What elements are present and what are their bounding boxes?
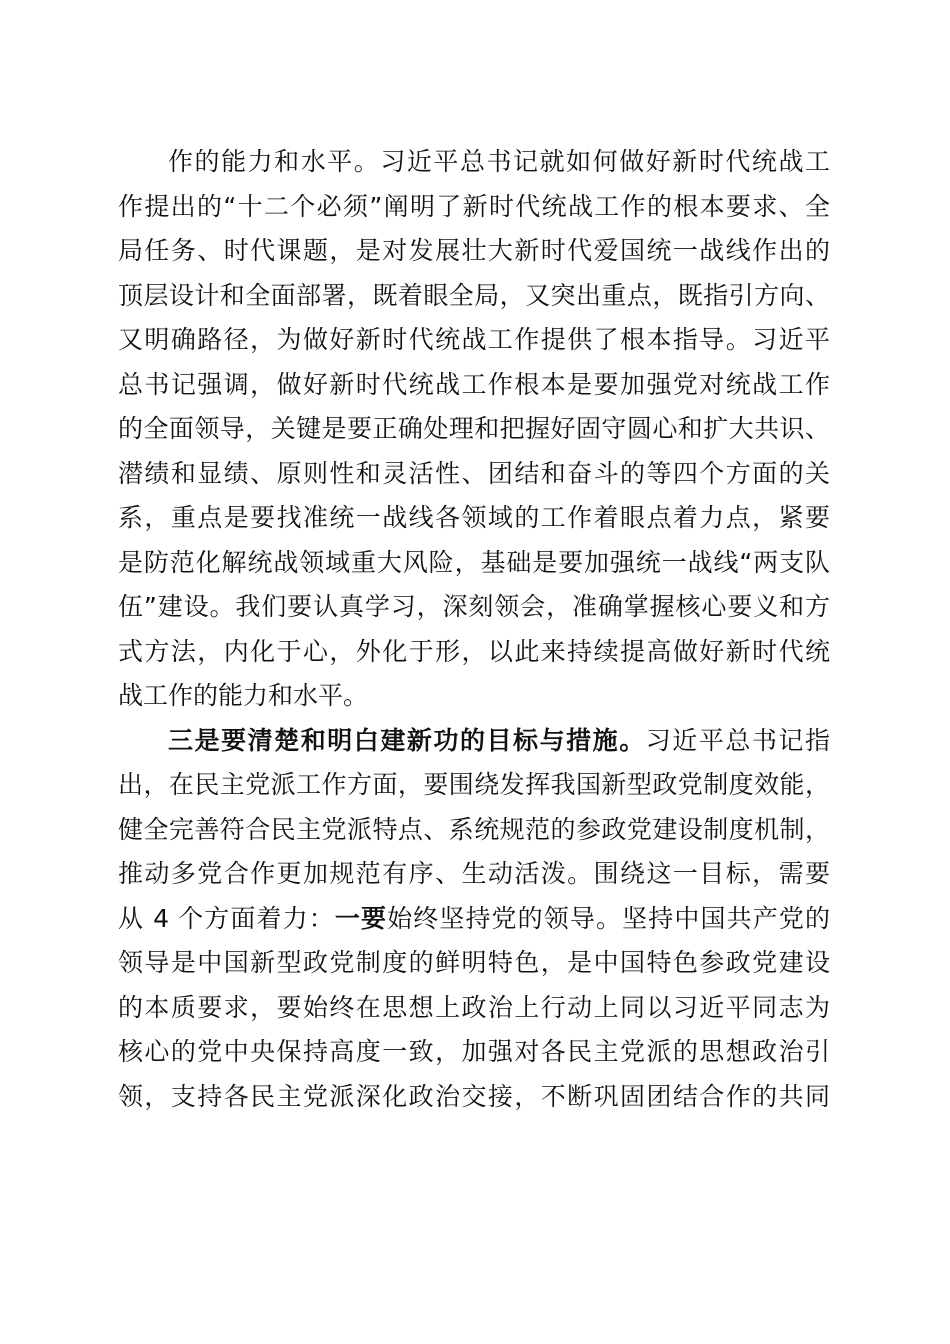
paragraph1-line-2: 作提出的“十二个必须”阐明了新时代统战工作的根本要求、全 <box>118 191 830 221</box>
paragraph2-heading: 三是要清楚和明白建新功的目标与措施。 <box>168 725 646 755</box>
paragraph1-line-3: 局任务、时代课题，是对发展壮大新时代爱国统一战线作出的 <box>118 236 830 265</box>
paragraph2-line-4: 推动多党合作更加规范有序、生动活泼。围绕这一目标，需要 <box>118 859 830 888</box>
paragraph2-subheading: 一要 <box>334 903 388 933</box>
paragraph1-line-10: 是防范化解统战领域重大风险，基础是要加强统一战线“两支队 <box>118 547 830 577</box>
paragraph1-line-13: 战工作的能力和水平。 <box>118 681 369 710</box>
paragraph2-line-1-rest: 习近平总书记指 <box>645 725 830 755</box>
paragraph1-line-6: 总书记强调，做好新时代统战工作根本是要加强党对统战工作 <box>118 369 830 399</box>
paragraph2-line-5 <box>118 897 830 941</box>
paragraph2-line-3: 健全完善符合民主党派特点、系统规范的参政党建设制度机制， <box>118 814 830 844</box>
paragraph1-line-11: 伍”建设。我们要认真学习，深刻领会，准确掌握核心要义和方 <box>118 592 830 621</box>
paragraph2-line-1 <box>118 719 830 763</box>
paragraph2-line-8: 核心的党中央保持高度一致，加强对各民主党派的思想政治引 <box>118 1037 830 1066</box>
paragraph1-line-12: 式方法，内化于心，外化于形，以此来持续提高做好新时代统 <box>118 636 830 666</box>
paragraph1-line-5: 又明确路径，为做好新时代统战工作提供了根本指导。习近平 <box>118 325 830 354</box>
paragraph1-line-1: 作的能力和水平。习近平总书记就如何做好新时代统战工 <box>168 147 830 176</box>
paragraph1-line-8: 潜绩和显绩、原则性和灵活性、团结和奋斗的等四个方面的关 <box>118 458 830 488</box>
paragraph2-line-7: 的本质要求，要始终在思想上政治上行动上同以习近平同志为 <box>118 992 830 1022</box>
paragraph2-line-5-prefix: 从 4 个方面着力： <box>118 903 335 933</box>
paragraph1-line-7: 的全面领导，关键是要正确处理和把握好固守圆心和扩大共识、 <box>118 414 830 443</box>
paragraph2-line-2: 出，在民主党派工作方面，要围绕发挥我国新型政党制度效能， <box>118 770 830 799</box>
paragraph1-line-4: 顶层设计和全面部署，既着眼全局，又突出重点，既指引方向、 <box>118 280 830 310</box>
paragraph2-line-6: 领导是中国新型政党制度的鲜明特色，是中国特色参政党建设 <box>118 948 830 977</box>
paragraph2-line-5-rest: 始终坚持党的领导。坚持中国共产党的 <box>387 903 830 933</box>
paragraph2-line-9: 领，支持各民主党派深化政治交接，不断巩固团结合作的共同 <box>118 1081 830 1111</box>
paragraph1-line-9: 系，重点是要找准统一战线各领域的工作着眼点着力点，紧要 <box>118 503 830 532</box>
